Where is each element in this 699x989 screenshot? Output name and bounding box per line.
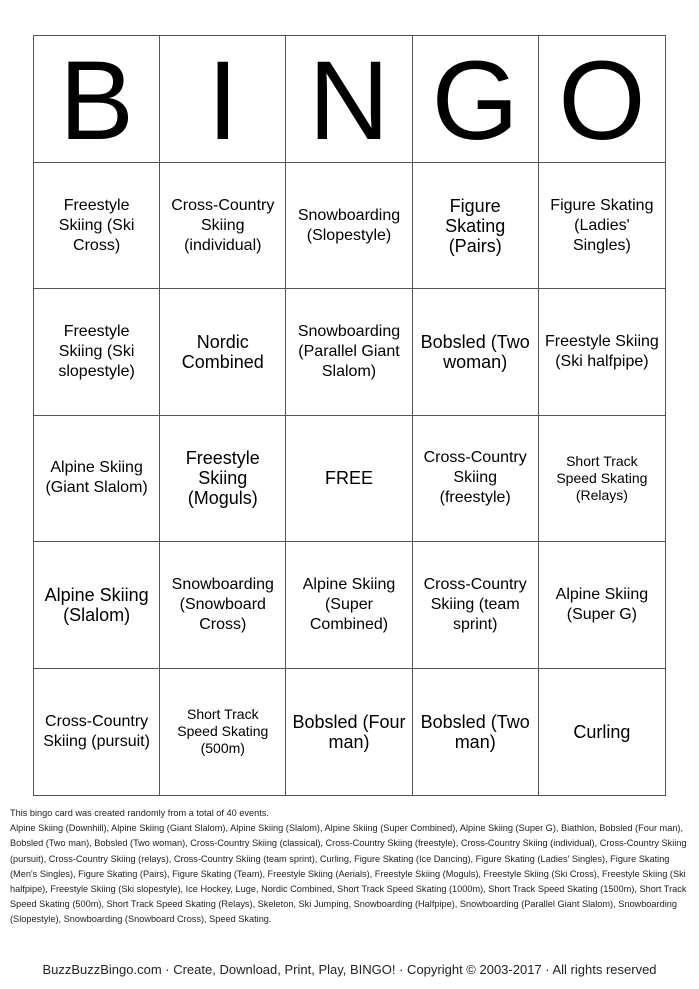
bingo-cell: Short Track Speed Skating (Relays) — [539, 416, 665, 542]
card-info — [10, 806, 690, 928]
bingo-cell: Alpine Skiing (Super Combined) — [286, 542, 412, 668]
bingo-cell: Cross-Country Skiing (pursuit) — [34, 669, 160, 795]
footer-copyright: BuzzBuzzBingo.com · Create, Download, Print, Play, BINGO! · Copyright © 2003-2017 · All rights reserved — [42, 962, 657, 977]
bingo-cell: Freestyle Skiing (Ski slopestyle) — [34, 289, 160, 415]
bingo-cell: Cross-Country Skiing (team sprint) — [413, 542, 539, 668]
header-letter-n: N — [286, 36, 412, 163]
bingo-cell: Cross-Country Skiing (individual) — [160, 163, 286, 289]
bingo-cell: Snowboarding (Snowboard Cross) — [160, 542, 286, 668]
bingo-card — [33, 35, 666, 796]
bingo-cell: Snowboarding (Slopestyle) — [286, 163, 412, 289]
bingo-cell: Figure Skating (Ladies' Singles) — [539, 163, 665, 289]
bingo-cell: Freestyle Skiing (Moguls) — [160, 416, 286, 542]
bingo-cell: Bobsled (Four man) — [286, 669, 412, 795]
event-list: Alpine Skiing (Downhill), Alpine Skiing (Giant Slalom), Alpine Skiing (Slalom), Alpine Skiing (Super Combined), Alpine Skiing (Super G), Biathlon, Bobsled (Four man), Bobsled (Two man), Bobsled (Two woman), Cross-Country Skiing (classical), Cross-Country Skiing (freestyle), Cross-Country Skiing (individual), Cross-Country Skiing (pursuit), Cross-Country Skiing (relays), Cross-Country Skiing (team sprint), Curling, Figure Skating (Ice Dancing), Figure Skating (Ladies' Singles), Figure Skating (Men's Singles), Figure Skating (Pairs), Figure Skating (Team), Freestyle Skiing (Aerials), Freestyle Skiing (Moguls), Freestyle Skiing (Ski Cross), Freestyle Skiing (Ski halfpipe), Freestyle Skiing (Ski slopestyle), Ice Hockey, Luge, Nordic Combined, Short Track Speed Skating (1000m), Short Track Speed Skating (1500m), Short Track Speed Skating (500m), Short Track Speed Skating (Relays), Skeleton, Ski Jumping, Snowboarding (Halfpipe), Snowboarding (Parallel Giant Slalom), Snowboarding (Slopestyle), Snowboarding (Snowboard Cross), Speed Skating. — [10, 823, 687, 925]
header-letter-o: O — [539, 36, 665, 163]
bingo-cell: Bobsled (Two man) — [413, 669, 539, 795]
bingo-cell: Short Track Speed Skating (500m) — [160, 669, 286, 795]
bingo-cell: Cross-Country Skiing (freestyle) — [413, 416, 539, 542]
bingo-cell: Figure Skating (Pairs) — [413, 163, 539, 289]
bingo-cell: Curling — [573, 721, 631, 742]
bingo-cell: Nordic Combined — [160, 289, 286, 415]
header-letter-g: G — [413, 36, 539, 163]
bingo-cell: Alpine Skiing (Slalom) — [34, 542, 160, 668]
bingo-cell: Alpine Skiing (Giant Slalom) — [34, 416, 160, 542]
info-intro: This bingo card was created randomly from a total of 40 events. — [10, 808, 269, 818]
bingo-cell: Freestyle Skiing (Ski Cross) — [34, 163, 160, 289]
bingo-cell: Snowboarding (Parallel Giant Slalom) — [286, 289, 412, 415]
header-letter-i: I — [160, 36, 286, 163]
bingo-cell: Alpine Skiing (Super G) — [539, 542, 665, 668]
header-letter-b: B — [34, 36, 160, 163]
free-space: FREE — [286, 416, 412, 542]
bingo-cell: Freestyle Skiing (Ski halfpipe) — [539, 289, 665, 415]
bingo-cell: Bobsled (Two woman) — [413, 289, 539, 415]
